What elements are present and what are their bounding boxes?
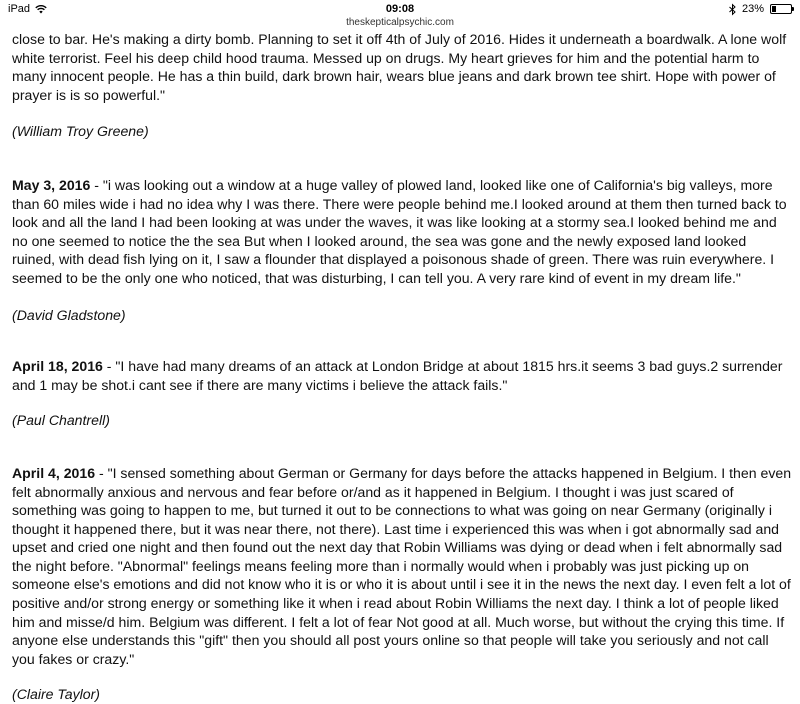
entry-text: - "I sensed something about German or Germany for days before the attacks happened in Belgium. I then even felt abnormally anxious and nervous and fear before or/and as it happened in Belgium. I thought i was just scared of something was going to happen to me, but turned it out to be connections to what was going on near Germany (originally i thought it happened there, but it was near there, not there). Last time i experienced this was when i got abnormally sad and upset and cried one night and then found out the next day that Robin Williams was dying or dead when i felt abnormally sad the night before. "Abnormal" feelings means feeling more than i normally would when i probably was just picking up on someone else's emotions and did not know who it is or who it is about until i see it in the news the next day. I even felt a lot of positive and/or strong energy or something like it when i read about Robin Williams the next day. I think a lot of people liked him and misse/d him. Belgium was different. I felt a lot of fear Not good at all. Much worse, but without the crying this time. If anyone else understands this "gift" then you should all post yours online so that people will take you seriously and not call you fakes or crazy.": [12, 464, 792, 667]
entry-date: May 3, 2016: [12, 176, 91, 193]
status-bar: [0, 0, 800, 18]
entry-text: close to bar. He's making a dirty bomb. Planning to set it off 4th of July of 2016. Hides it underneath a boardwalk. A lone wolf white terrorist. Feel his deep child hood trauma. Messed up on drugs. My heart grieves for him and the potential harm to many innocent people. He has a thin build, dark brown hair, wears blue jeans and dark brown tee shirt. Hope with power of prayer is is so powerful.": [12, 31, 787, 103]
battery-icon: [770, 4, 792, 14]
testimonial-entry: [12, 357, 792, 430]
entry-body: [12, 176, 792, 288]
entry-body: [12, 357, 792, 394]
entry-date: April 4, 2016: [12, 464, 96, 481]
entry-author: (David Gladstone): [12, 306, 126, 323]
status-right: [729, 3, 792, 15]
battery-level: [772, 6, 776, 12]
battery-percent: 23%: [741, 3, 764, 15]
entry-author: (Paul Chantrell): [12, 412, 110, 429]
device-name: iPad: [8, 3, 31, 15]
page-content: [12, 30, 792, 704]
entry-author: (William Troy Greene): [12, 123, 149, 140]
entry-text: - "i was looking out a window at a huge valley of plowed land, looked like one of California's big valleys, more than 60 miles wide i had no idea why I was there. There were people behind me.I looked around at them then turned back to look and all the land I had been looking at was under the waves, it was like looking at a stormy sea.I looked behind me and no one seemed to notice the the sea But when I looked around, the sea was gone and the newly exposed land looked ruined, with dead fish lying on it, I saw a flounder that displayed a poisonous shade of green. There was ruin everywhere. I seemed to be the only one who noticed, that was disturbing, I can tell you. A very rare kind of event in my dream life.": [12, 176, 787, 286]
entry-date: April 18, 2016: [12, 358, 103, 375]
entry-text: - "I have had many dreams of an attack at London Bridge at about 1815 hrs.it seems 3 bad guys.2 surrender and 1 may be shot.i cant see if there are many victims i believe the attack fails.": [12, 358, 783, 393]
entry-body: [12, 464, 792, 669]
entry-author: (Claire Taylor): [12, 686, 100, 703]
status-time: 09:08: [385, 3, 415, 15]
testimonial-entry: [12, 30, 792, 141]
testimonial-entry: [12, 464, 792, 704]
testimonial-entry: [12, 176, 792, 324]
url-bar[interactable]: theskepticalpsychic.com: [346, 17, 454, 28]
bluetooth-icon: [729, 4, 736, 15]
